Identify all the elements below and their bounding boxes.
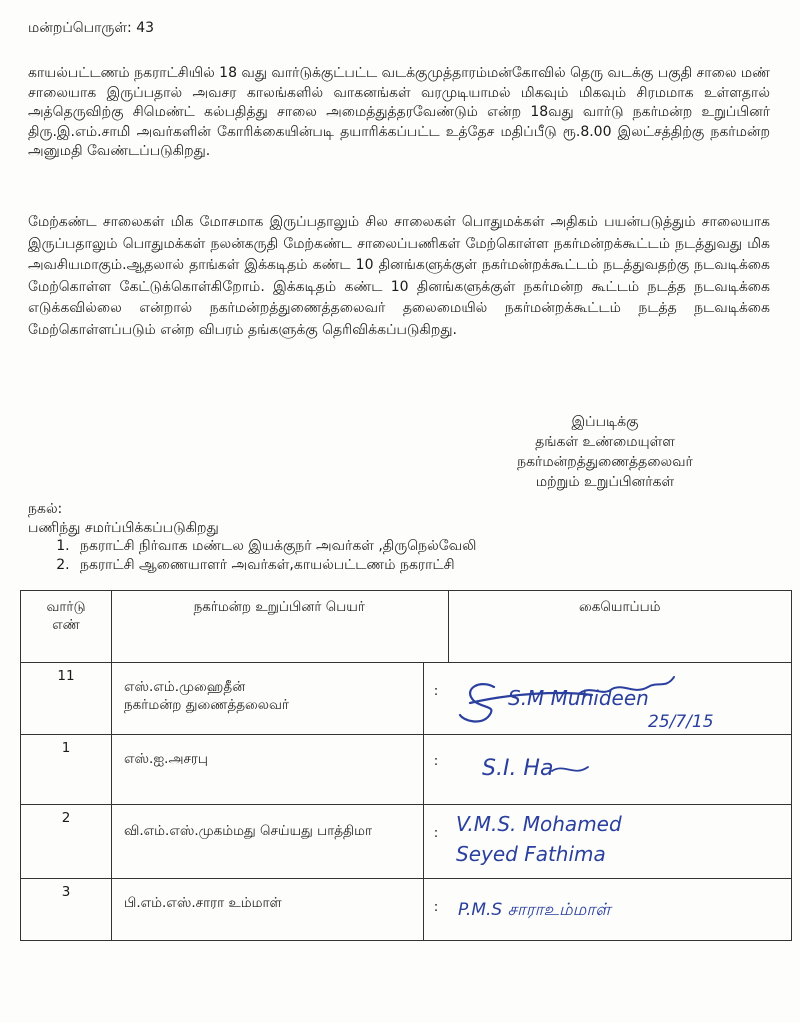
member-name: எஸ்.ஐ.அசரபு bbox=[124, 751, 208, 767]
colon: : bbox=[433, 753, 439, 769]
name-cell bbox=[112, 879, 424, 941]
signature-cell bbox=[448, 879, 792, 941]
ward-number: 1 bbox=[61, 740, 71, 756]
paragraph-request: காயல்பட்டணம் நகராட்சியில் 18 வது வார்டுக்குட்பட்ட வடக்குமுத்தாரம்மன்கோவில் தெரு வடக்கு பகுதி சாலை மண் சாலையாக இருப்பதால் அவசர காலங்களில் வாகனங்கள் வரமுடியாமல் மிகவும் மிகவும் சிரமமாக உள்ளதால் அத்தெருவிற்கு சிமெண்ட் கல்பதித்து சாலை அமைத்துத்தரவேண்டும் என்ற 18வது வார்டு நகர்மன்ற உறுப்பினர் திரு.இ.எம்.சாமி அவர்களின் கோரிக்கையின்படி தயாரிக்கப்பட்ட உத்தேச மதிப்பீடு ரூ.8.00 இலட்சத்திற்கு நகர்மன்ற அனுமதி வேண்டப்படுகிறது. bbox=[28, 65, 770, 159]
ward-number: 3 bbox=[61, 884, 71, 900]
colon-cell bbox=[424, 735, 449, 805]
table-row bbox=[21, 879, 792, 941]
ward-cell bbox=[21, 879, 112, 941]
copy-to-label: நகல்: bbox=[28, 501, 63, 517]
member-name: எஸ்.எம்.முஹைதீன் bbox=[124, 679, 246, 695]
copy-to-item: 1. நகராட்சி நிர்வாக மண்டல இயக்குநர் அவர்கள் ,திருநெல்வேலி bbox=[74, 537, 476, 556]
ward-cell bbox=[21, 735, 112, 805]
signature-date: 25/7/15 bbox=[648, 712, 714, 732]
closing-line: தங்கள் உண்மையுள்ள bbox=[535, 434, 675, 450]
closing-block bbox=[480, 412, 730, 492]
signature-cell bbox=[448, 663, 792, 735]
colon-cell bbox=[424, 663, 449, 735]
signature-muhideen bbox=[452, 665, 782, 733]
member-role: நகர்மன்ற துணைத்தலைவர் bbox=[124, 697, 289, 713]
table-row bbox=[21, 735, 792, 805]
copy-to-section bbox=[28, 500, 476, 574]
signature-sara-ummal bbox=[454, 889, 714, 929]
table-header-row bbox=[21, 591, 792, 663]
paragraph-meeting-notice: மேற்கண்ட சாலைகள் மிக மோசமாக இருப்பதாலும் சில சாலைகள் பொதுமக்கள் அதிகம் பயன்படுத்தும் சாலையாக இருப்பதாலும் பொதுமக்கள் நலன்கருதி மேற்கண்ட சாலைப்பணிகள் மேற்கொள்ள நகர்மன்றக்கூட்டம் நடத்துவது மிக அவசியமாகும்.ஆதலால் தாங்கள் இக்கடிதம் கண்ட 10 தினங்களுக்குள் நகர்மன்றக்கூட்டம் நடத்துவதற்கு நடவடிக்கை மேற்கொள்ள கேட்டுக்கொள்கிறோம். இக்கடிதம் கண்ட 10 தினங்களுக்குள் நகர்மன்ற கூட்டம் நடத்த நடவடிக்கை எடுக்கவில்லை என்றால் நகர்மன்றத்துணைத்தலைவர் தலைமையில் நகர்மன்றக்கூட்டம் நடத்த நடவடிக்கை மேற்கொள்ளப்படும் என்ற விபரம் தங்களுக்கு தெரிவிக்கப்படுகிறது. bbox=[28, 214, 770, 338]
ward-cell bbox=[21, 805, 112, 879]
closing-line: மற்றும் உறுப்பினர்கள் bbox=[535, 474, 675, 490]
ward-cell bbox=[21, 663, 112, 735]
colon: : bbox=[433, 683, 439, 699]
name-cell bbox=[112, 805, 424, 879]
colon-cell bbox=[424, 805, 449, 879]
signature-asarabu bbox=[478, 741, 618, 793]
ward-header-line: வார்டு bbox=[46, 599, 86, 615]
signature-text: S.M Muhideen bbox=[508, 686, 649, 710]
ward-number: 11 bbox=[57, 668, 75, 684]
reference-number: மன்றப்பொருள்: 43 bbox=[28, 20, 155, 36]
closing-line: நகர்மன்றத்துணைத்தலைவர் bbox=[517, 454, 693, 470]
table-row bbox=[21, 663, 792, 735]
copy-to-item: 2. நகராட்சி ஆணையாளர் அவர்கள்,காயல்பட்டணம் நகராட்சி bbox=[74, 556, 476, 575]
table-row bbox=[21, 805, 792, 879]
signature-cell bbox=[448, 735, 792, 805]
colon-cell bbox=[424, 879, 449, 941]
signature-text: P.M.S சாராஉம்மாள் bbox=[458, 900, 611, 920]
signature-header: கையொப்பம் bbox=[448, 591, 792, 663]
signature-fathima bbox=[456, 807, 726, 877]
colon: : bbox=[433, 825, 439, 841]
closing-line: இப்படிக்கு bbox=[571, 414, 639, 430]
name-cell bbox=[112, 663, 424, 735]
name-cell bbox=[112, 735, 424, 805]
signature-text: V.M.S. Mohamed Seyed Fathima bbox=[456, 812, 622, 866]
copy-to-intro: பணிந்து சமர்ப்பிக்கப்படுகிறது bbox=[28, 519, 219, 536]
members-signature-table bbox=[20, 590, 792, 941]
copy-to-list bbox=[28, 537, 476, 574]
member-name: பி.எம்.எஸ்.சாரா உம்மாள் bbox=[124, 895, 282, 911]
colon: : bbox=[433, 899, 439, 915]
signature-text: S.I. Ha bbox=[482, 756, 554, 781]
ward-header-line: எண் bbox=[52, 617, 80, 633]
signature-cell bbox=[448, 805, 792, 879]
name-header: நகர்மன்ற உறுப்பினர் பெயர் bbox=[112, 591, 449, 663]
ward-number: 2 bbox=[61, 810, 71, 826]
member-name: வி.எம்.எஸ்.முகம்மது செய்யது பாத்திமா bbox=[124, 823, 373, 839]
ward-header bbox=[21, 591, 112, 663]
